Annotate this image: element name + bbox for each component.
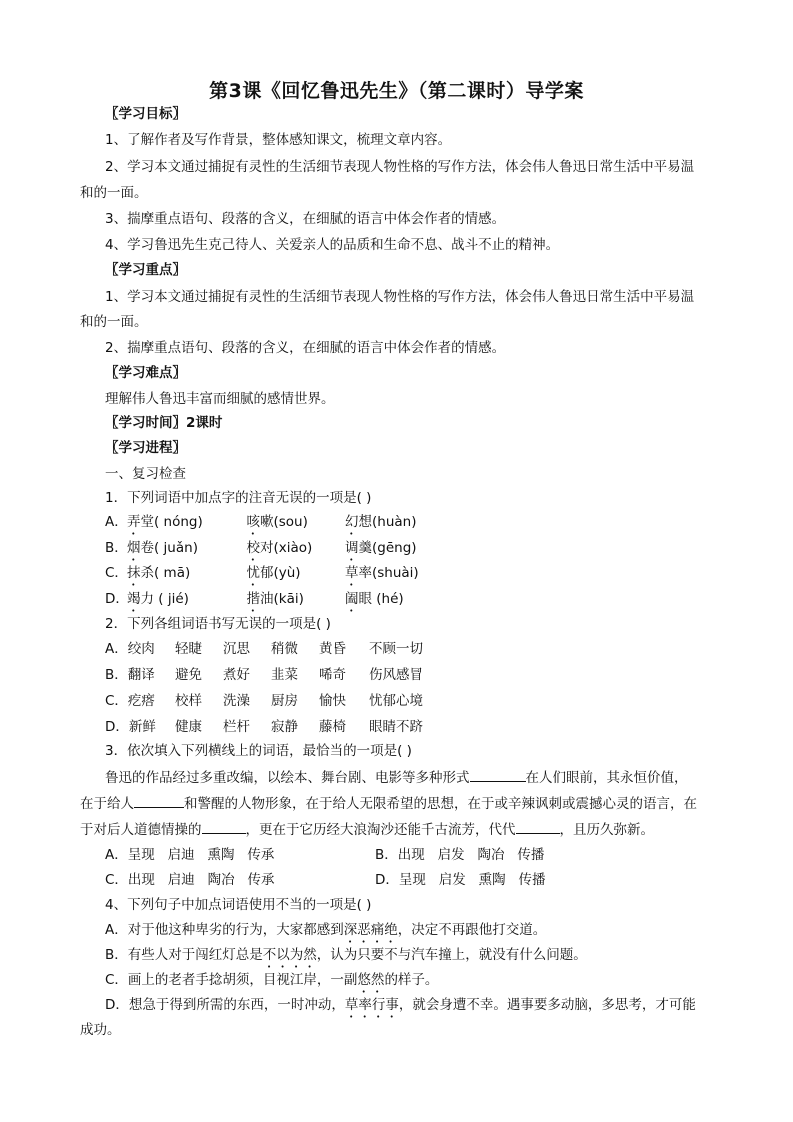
option-word: 想(huàn)	[358, 514, 417, 530]
q4-option-c	[105, 971, 438, 996]
dotted-char: 弄	[127, 514, 141, 530]
q3-option-c: C．出现 启迪 陶冶 传承	[105, 872, 275, 888]
passage-text: 在人们眼前，其永恒价值，	[525, 770, 688, 786]
word-cell: 不顾一切	[369, 641, 423, 657]
goal-item-4: 4、学习鲁迅先生克己待人、关爱亲人的品质和生命不息、战斗不止的精神。	[105, 237, 560, 253]
option-label: C．	[105, 565, 128, 581]
word-cell: 寂静	[271, 719, 298, 735]
word-cell: 伤风感冒	[369, 667, 423, 683]
passage-text: 和警醒的人物形象，在于给人无限希望的思想，在于或辛辣讽刺或震撼心灵的语言，在	[184, 796, 697, 812]
word-cell: A．绞肉	[105, 641, 155, 657]
option-label: A．	[105, 514, 128, 530]
blank-line	[470, 768, 526, 782]
q2-option-a	[105, 640, 423, 658]
word-cell: 煮好	[223, 667, 250, 683]
focus-item-1: 1、学习本文通过捕捉有灵性的生活细节表现人物性格的写作方法，体会伟人鲁迅日常生活中平易温	[105, 289, 695, 305]
option-word: 羹(gēng)	[358, 540, 417, 556]
word-cell: 稍微	[271, 641, 298, 657]
passage-text: 于对后人道德情操的	[80, 822, 202, 838]
dotted-char: 调	[345, 540, 359, 556]
sentence-text: ，就会身遭不幸。遇事要多动脑，多思考，才可能	[398, 997, 696, 1013]
word-cell: 避免	[175, 667, 202, 683]
study-time: 〖学习时间〗2课时	[105, 415, 223, 431]
q3-option-b: B．出现 启发 陶冶 传播	[375, 847, 545, 863]
passage-text: ，更在于它历经大浪淘沙还能千古流芳，代代	[245, 822, 516, 838]
option-label: B．	[105, 540, 128, 556]
focus-item-1-cont: 和的一面。	[80, 314, 148, 330]
word-cell: 愉快	[319, 693, 346, 709]
option-word: 眼 (hé)	[358, 591, 404, 607]
blank-line	[134, 794, 184, 808]
option-word: 率(shuài)	[358, 565, 419, 581]
word-cell: B．翻译	[105, 667, 155, 683]
word-cell: 健康	[175, 719, 202, 735]
goals-heading: 〖学习目标〗	[105, 106, 186, 122]
sentence-text: A．对于他这种卑劣的行为，大家都感到	[105, 922, 344, 938]
dotted-word: 草率行事	[344, 997, 399, 1013]
word-cell: 沉思	[223, 641, 250, 657]
focus-heading: 〖学习重点〗	[105, 262, 186, 278]
word-cell: 栏杆	[223, 719, 250, 735]
dotted-char: 草	[345, 565, 359, 581]
dotted-char: 揩	[246, 591, 260, 607]
option-word: 堂( nóng)	[140, 514, 203, 530]
page-title: 第3课《回忆鲁迅先生》（第二课时）导学案	[209, 80, 584, 102]
goal-item-3: 3、揣摩重点语句、段落的含义，在细腻的语言中体会作者的情感。	[105, 211, 506, 227]
word-cell: 厨房	[271, 693, 298, 709]
word-cell: 眼睛不跻	[369, 719, 423, 735]
q2-option-b	[105, 666, 423, 684]
sentence-text: D．想急于得到所需的东西，一时冲动，	[105, 997, 345, 1013]
passage-text: 在于给人	[80, 796, 134, 812]
q2-option-d	[105, 718, 423, 736]
word-cell: 唏奇	[319, 667, 346, 683]
word-cell: 藤椅	[319, 719, 346, 735]
dotted-word: 悠然	[357, 972, 385, 988]
sentence-text: ，认为只要不与汽车撞上，就没有什么问题。	[316, 947, 587, 963]
blank-line	[516, 820, 560, 834]
dotted-char: 咳	[246, 514, 260, 530]
dotted-word: 不以为然	[262, 947, 317, 963]
option-word: 嗽(sou)	[260, 514, 308, 530]
word-cell: 忧郁心境	[369, 693, 423, 709]
q3-passage-line-3	[80, 820, 654, 839]
option-word: 油(kāi)	[260, 591, 304, 607]
option-word: 对(xiào)	[260, 540, 313, 556]
q3-stem: 3．依次填入下列横线上的词语，最恰当的一项是( )	[105, 743, 412, 759]
dotted-char: 竭	[127, 591, 141, 607]
q3-passage-line-1	[105, 768, 688, 787]
dotted-char: 阖	[345, 591, 359, 607]
q4-option-b	[105, 946, 587, 971]
word-cell: D．新鲜	[105, 719, 156, 735]
goal-item-2-cont: 和的一面。	[80, 185, 148, 201]
q2-stem: 2．下列各组词语书写无误的一项是( )	[105, 616, 331, 632]
process-heading: 〖学习进程〗	[105, 440, 186, 456]
q4-option-d-cont: 成功。	[80, 1022, 121, 1038]
option-word: 杀( mā)	[140, 565, 191, 581]
word-cell: 校样	[175, 693, 202, 709]
option-word: 力 ( jié)	[140, 591, 189, 607]
dotted-char: 幻	[345, 514, 359, 530]
word-cell: 韭菜	[271, 667, 298, 683]
sentence-text: C．画上的老者手捻胡须，目视江岸，一副	[105, 972, 358, 988]
passage-text: 鲁迅的作品经过多重改编，以绘本、舞台剧、电影等多种形式	[105, 770, 470, 786]
sentence-text: 的样子。	[384, 972, 439, 988]
dotted-char: 烟	[127, 540, 141, 556]
q3-option-a: A．呈现 启迪 熏陶 传承	[105, 847, 275, 863]
word-cell: C．疙瘩	[105, 693, 155, 709]
dotted-word: 深恶痛绝	[343, 922, 398, 938]
q4-option-a	[105, 921, 546, 946]
option-word: 郁(yù)	[260, 565, 301, 581]
sentence-text: ，决定不再跟他打交道。	[397, 922, 547, 938]
q1-stem: 1．下列词语中加点字的注音无误的一项是( )	[105, 490, 372, 506]
review-heading: 一、复习检查	[105, 466, 186, 482]
q3-passage-line-2	[80, 794, 697, 813]
blank-line	[202, 820, 246, 834]
dotted-char: 抹	[127, 565, 141, 581]
q4-stem: 4、下列句子中加点词语使用不当的一项是( )	[105, 897, 372, 913]
option-word: 卷( juǎn)	[140, 540, 198, 556]
q1-option-d	[105, 590, 404, 615]
q3-option-d: D．呈现 启发 熏陶 传播	[375, 872, 546, 888]
option-label: D．	[105, 591, 129, 607]
goal-item-1: 1、了解作者及写作背景，整体感知课文，梳理文章内容。	[105, 132, 452, 148]
difficulty-text: 理解伟人鲁迅丰富而细腻的感情世界。	[105, 391, 335, 407]
passage-text: ，且历久弥新。	[559, 822, 654, 838]
dotted-char: 忧	[246, 565, 260, 581]
focus-item-2: 2、揣摩重点语句、段落的含义，在细腻的语言中体会作者的情感。	[105, 340, 506, 356]
word-cell: 洗澡	[223, 693, 250, 709]
q1-option-a	[105, 513, 416, 538]
dotted-char: 校	[246, 540, 260, 556]
q1-option-b	[105, 539, 417, 564]
difficulty-heading: 〖学习难点〗	[105, 365, 186, 381]
q4-option-d	[105, 996, 696, 1021]
sentence-text: B．有些人对于闯红灯总是	[105, 947, 263, 963]
q1-option-c	[105, 564, 419, 589]
goal-item-2: 2、学习本文通过捕捉有灵性的生活细节表现人物性格的写作方法，体会伟人鲁迅日常生活中平易温	[105, 159, 695, 175]
word-cell: 黄昏	[319, 641, 346, 657]
word-cell: 轻睫	[175, 641, 202, 657]
q2-option-c	[105, 692, 423, 710]
